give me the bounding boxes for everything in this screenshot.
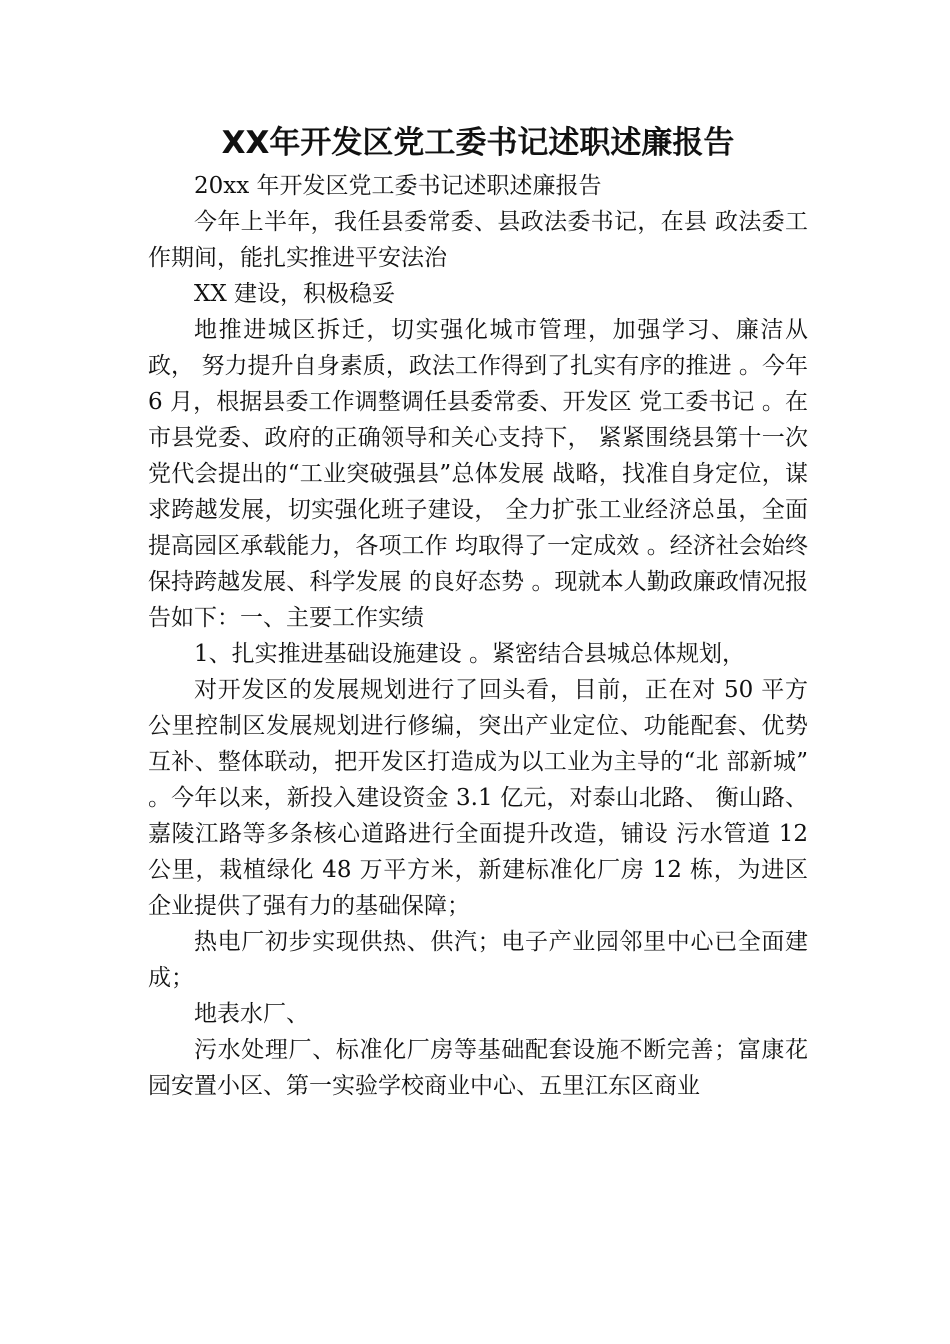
paragraph-power-plant: 热电厂初步实现供热、供汽；电子产业园邻里中心已全面建成； [148, 929, 808, 991]
paragraph-water-plant: 地表水厂、 [194, 1001, 309, 1027]
document-page [148, 118, 808, 1104]
paragraph-planning: 对开发区的发展规划进行了回头看，目前，正在对 50 平方 公里控制区发展规划进行修编，突出产业定位、功能配套、优势互补、整体联动，把开发区打造成为以工业为主导的“北 部新城” 。今年以来，新投入建设资金 3.1 亿元，对泰山北路、 衡山路、嘉陵江路等多条核心道路进行全面提升改造，铺设 污水管道 12 公里，栽植绿化 48 万平方米，新建标准化厂房 12 栋，为进区企业提供了强有力的基础保障； [148, 677, 808, 919]
paragraph-subtitle: 20xx 年开发区党工委书记述职述廉报告 [194, 173, 602, 199]
paragraph-construction: XX 建设，积极稳妥 [194, 281, 396, 307]
document-title: XX年开发区党工委书记述职述廉报告 [221, 125, 735, 161]
paragraph-infrastructure-heading: 1、扎实推进基础设施建设 。紧密结合县城总体规划， [194, 641, 745, 667]
paragraph-overview: 地推进城区拆迁，切实强化城市管理，加强学习、廉洁从政， 努力提升自身素质，政法工作得到了扎实有序的推进 。今年 6 月，根据县委工作调整调任县委常委、开发区 党工委书记 。在市县党委、政府的正确领导和关心支持下， 紧紧围绕县第十一次党代会提出的“工业突破强县”总体发展 战略，找准自身定位，谋求跨越发展，切实强化班子建设， 全力扩张工业经济总虽，全面提高园区承载能力，各项工作 均取得了一定成效 。经济社会始终保持跨越发展、科学发展 的良好态势 。现就本人勤政廉政情况报告如下：一、主要工作实绩 [148, 317, 808, 631]
paragraph-facilities: 污水处理厂、标准化厂房等基础配套设施不断完善；富康花 园安置小区、第一实验学校商业中心、五里江东区商业 [148, 1037, 808, 1099]
paragraph-intro: 今年上半年，我任县委常委、县政法委书记，在县 政法委工作期间，能扎实推进平安法治 [148, 209, 808, 271]
